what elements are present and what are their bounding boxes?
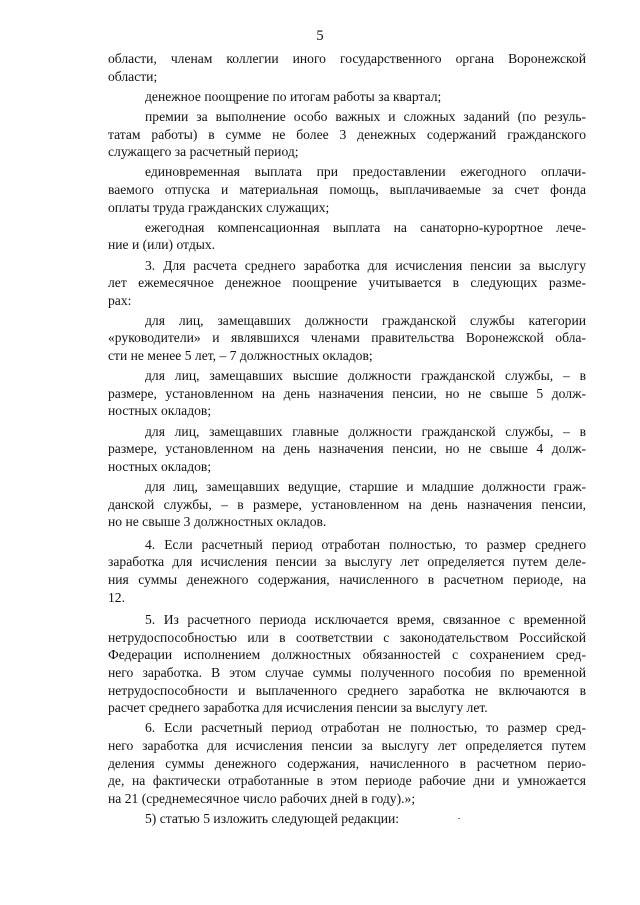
paragraph xyxy=(108,536,586,606)
text-line: 5. Из расчетного периода исключается время, связанное с временной xyxy=(145,612,586,628)
paragraph xyxy=(108,219,586,254)
paragraph xyxy=(108,719,586,807)
page-number: 5 xyxy=(316,28,324,44)
text-line: рах: xyxy=(108,292,132,308)
paragraph xyxy=(108,810,586,828)
paragraph xyxy=(108,312,586,365)
text-line: заработка для исчисления пенсии за выслугу лет определяется путем деле- xyxy=(108,554,586,570)
text-line: нетрудоспособности и выплаченного среднего заработка не включаются в xyxy=(108,682,586,698)
text-line: ностных окладов; xyxy=(108,403,212,419)
text-line: области, членам коллегии иного государственного органа Воронежской xyxy=(108,51,586,66)
paragraph xyxy=(108,611,586,717)
text-line: для лиц, замещавших должности гражданской службы категории xyxy=(145,312,586,328)
text-line: единовременная выплата при предоставлении ежегодного оплачи- xyxy=(145,164,586,180)
paragraph xyxy=(108,108,586,161)
text-line: 12. xyxy=(108,589,125,605)
text-line: области; xyxy=(108,68,158,84)
text-line: премии за выполнение особо важных и сложных заданий (по резуль- xyxy=(145,108,586,124)
text-line: 3. Для расчета среднего заработка для исчисления пенсии за выслугу xyxy=(145,257,586,273)
text-line: размере, установленном на день назначения пенсии, но не свыше 4 долж- xyxy=(108,441,586,457)
text-line: для лиц, замещавших главные должности гражданской службы, – в xyxy=(145,423,586,439)
text-line: ваемого отпуска и материальная помощь, выплачиваемые за счет фонда xyxy=(108,181,586,197)
text-line: нетрудоспособностью или в соответствии с законодательством Российской xyxy=(108,629,586,645)
text-line: ежегодная компенсационная выплата на санаторно-курортное лече- xyxy=(145,219,586,235)
text-line: но не свыше 3 должностных окладов. xyxy=(108,514,327,530)
text-line: служащего за расчетный период; xyxy=(108,144,299,160)
text-line: Федерации исполнением должностных обязанностей с сохранением сред- xyxy=(108,647,586,663)
paragraph xyxy=(108,163,586,216)
text-line: на 21 (среднемесячное число рабочих дней в году).»; xyxy=(108,790,416,806)
text-line: ние и (или) отдых. xyxy=(108,237,216,253)
text-line: сти не менее 5 лет, – 7 должностных окладов; xyxy=(108,348,373,364)
text-line: него заработка для исчисления пенсии за выслугу лет определяется путем xyxy=(108,737,586,753)
text-line: оплаты труда гражданских служащих; xyxy=(108,199,330,215)
text-line: денежное поощрение по итогам работы за квартал; xyxy=(145,88,442,104)
text-line: для лиц, замещавших ведущие, старшие и младшие должности граж- xyxy=(145,479,586,494)
paragraph xyxy=(108,478,586,531)
text-line: него заработка. В этом случае суммы полученного пособия по временной xyxy=(108,664,586,680)
paragraph xyxy=(108,367,586,420)
document-body xyxy=(108,50,586,830)
text-line: деления суммы денежного содержания, начисленного в расчетном перио- xyxy=(108,755,586,771)
text-line: татам работы) в сумме не более 3 денежных содержаний гражданского xyxy=(108,126,586,142)
text-line: размере, установленном на день назначения пенсии, но не свыше 5 долж- xyxy=(108,385,586,401)
text-line: данской службы, – в размере, установленном на день назначения пенсии, xyxy=(108,496,586,512)
paragraph xyxy=(108,257,586,310)
text-line: 4. Если расчетный период отработан полностью, то размер среднего xyxy=(145,536,586,552)
text-line: лет ежемесячное денежное поощрение учитывается в следующих разме- xyxy=(108,275,586,291)
text-line: 6. Если расчетный период отработан не полностью, то размер сред- xyxy=(145,720,586,736)
scan-speck xyxy=(458,818,460,819)
paragraph xyxy=(108,88,586,106)
text-line: расчет среднего заработка для исчисления пенсии за выслугу лет. xyxy=(108,700,488,716)
text-line: ностных окладов; xyxy=(108,458,212,474)
text-line: для лиц, замещавших высшие должности гражданской службы, – в xyxy=(145,368,586,384)
text-line: де, на фактически отработанные в этом периоде рабочие дни и умножается xyxy=(108,773,586,789)
text-line: «руководители» и являвшихся членами правительства Воронежской обла- xyxy=(108,330,586,346)
text-line: 5) статью 5 изложить следующей редакции: xyxy=(145,810,400,826)
paragraph xyxy=(108,50,586,85)
text-line: ния суммы денежного содержания, начисленного в расчетном периоде, на xyxy=(108,571,586,587)
paragraph xyxy=(108,423,586,476)
